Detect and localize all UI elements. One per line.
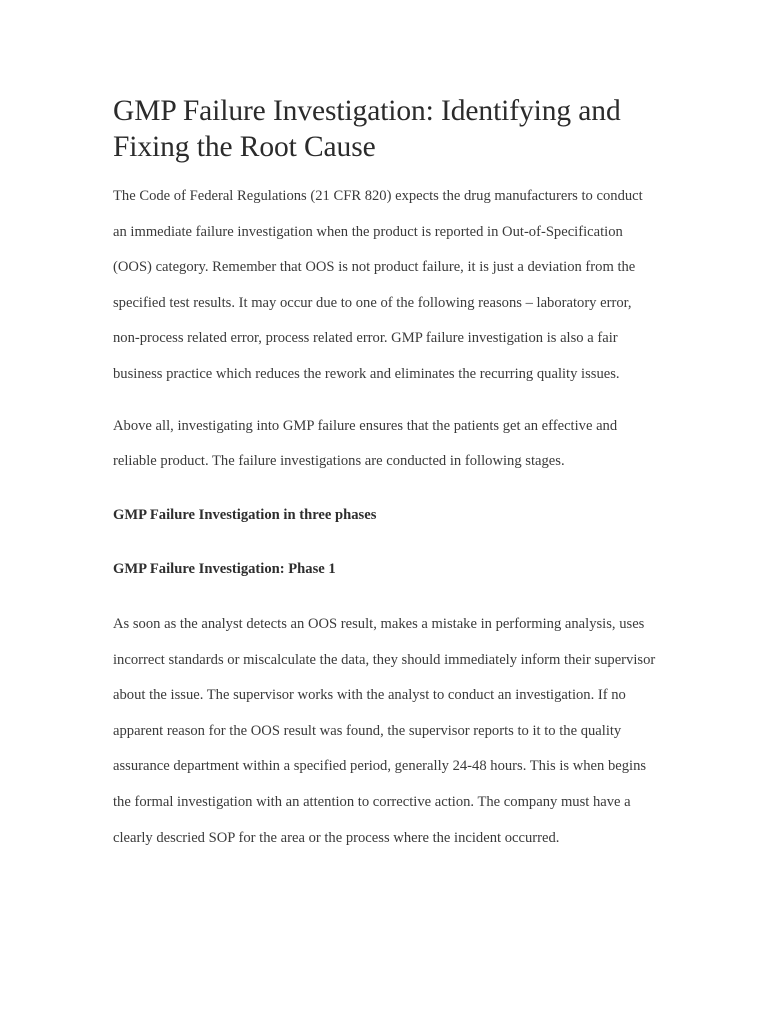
page-title: GMP Failure Investigation: Identifying and Fixing the Root Cause bbox=[113, 95, 621, 163]
intro-paragraph: The Code of Federal Regulations (21 CFR 820) expects the drug manufacturers to conduct an immediate failure investigation when the product is reported in Out-of-Specification (OOS) category. Remember that OOS is not product failure, it is just a deviation from the specified test results. It may occur due to one of the following reasons – laboratory error, non-process related error, process related error. GMP failure investigation is also a fair business practice which reduces the rework and eliminates the recurring quality issues. bbox=[113, 188, 643, 382]
section-heading-phase-1: GMP Failure Investigation: Phase 1 bbox=[113, 561, 336, 578]
document-page bbox=[113, 93, 658, 872]
phase-1-paragraph: As soon as the analyst detects an OOS result, makes a mistake in performing analysis, uses incorrect standards or miscalculate the data, they should immediately inform their supervisor about the issue. The supervisor works with the analyst to conduct an investigation. If no apparent reason for the OOS result was found, the supervisor reports to it to the quality assurance department within a specified period, generally 24-48 hours. This is when begins the formal investigation with an attention to corrective action. The company must have a clearly descried SOP for the area or the process where the incident occurred. bbox=[113, 615, 656, 846]
summary-paragraph: Above all, investigating into GMP failure ensures that the patients get an effective and reliable product. The failure investigations are conducted in following stages. bbox=[113, 417, 618, 470]
section-heading-phases: GMP Failure Investigation in three phases bbox=[113, 506, 377, 523]
